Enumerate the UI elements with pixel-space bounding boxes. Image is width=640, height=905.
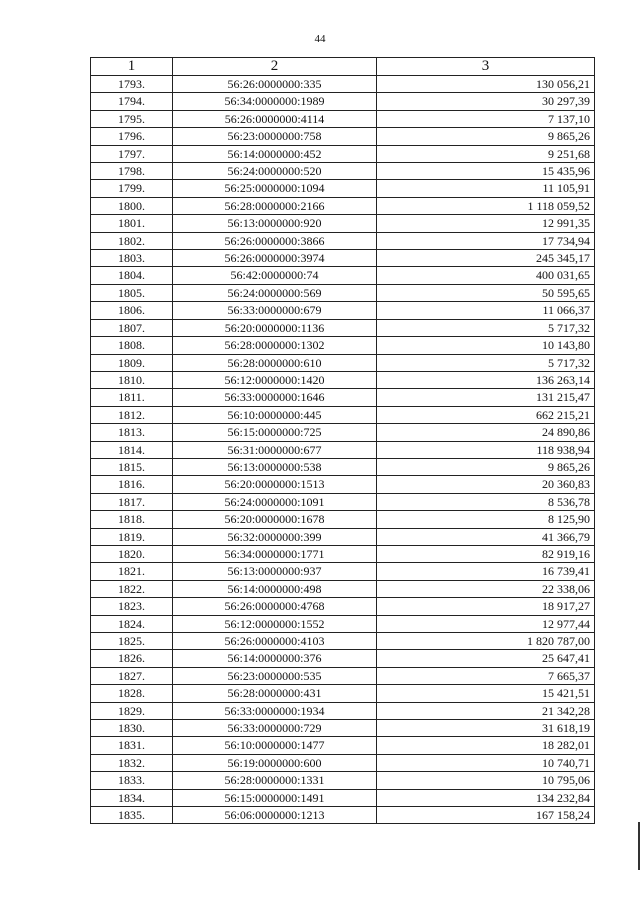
row-number-cell: 1802. (91, 232, 173, 249)
cadastral-number-cell: 56:20:0000000:1136 (173, 319, 377, 336)
row-number-cell: 1812. (91, 406, 173, 423)
row-number-cell: 1833. (91, 772, 173, 789)
value-cell: 21 342,28 (377, 702, 595, 719)
table-row (91, 511, 595, 528)
table-row (91, 563, 595, 580)
value-cell: 20 360,83 (377, 476, 595, 493)
cadastral-number-cell: 56:15:0000000:1491 (173, 789, 377, 806)
value-cell: 5 717,32 (377, 354, 595, 371)
page-number: 44 (314, 33, 326, 45)
row-number-cell: 1813. (91, 424, 173, 441)
value-cell: 7 665,37 (377, 667, 595, 684)
row-number-cell: 1814. (91, 441, 173, 458)
value-cell: 134 232,84 (377, 789, 595, 806)
table-row (91, 197, 595, 214)
value-cell: 12 991,35 (377, 215, 595, 232)
value-cell: 8 125,90 (377, 511, 595, 528)
row-number-cell: 1835. (91, 807, 173, 824)
table-row (91, 493, 595, 510)
value-cell: 18 282,01 (377, 737, 595, 754)
row-number-cell: 1808. (91, 337, 173, 354)
row-number-cell: 1820. (91, 545, 173, 562)
row-number-cell: 1834. (91, 789, 173, 806)
row-number-cell: 1824. (91, 615, 173, 632)
cadastral-number-cell: 56:26:0000000:4768 (173, 598, 377, 615)
value-cell: 9 865,26 (377, 458, 595, 475)
cadastral-number-cell: 56:24:0000000:1091 (173, 493, 377, 510)
cadastral-number-cell: 56:33:0000000:679 (173, 302, 377, 319)
table-row (91, 528, 595, 545)
column-header-2: 2 (173, 58, 377, 76)
row-number-cell: 1810. (91, 371, 173, 388)
value-cell: 11 066,37 (377, 302, 595, 319)
value-cell: 8 536,78 (377, 493, 595, 510)
table-row (91, 284, 595, 301)
cadastral-number-cell: 56:13:0000000:937 (173, 563, 377, 580)
table-row (91, 720, 595, 737)
row-number-cell: 1817. (91, 493, 173, 510)
cadastral-number-cell: 56:33:0000000:729 (173, 720, 377, 737)
value-cell: 7 137,10 (377, 110, 595, 127)
value-cell: 1 118 059,52 (377, 197, 595, 214)
table-row (91, 789, 595, 806)
cadastral-number-cell: 56:28:0000000:2166 (173, 197, 377, 214)
cadastral-number-cell: 56:23:0000000:758 (173, 128, 377, 145)
cadastral-number-cell: 56:12:0000000:1552 (173, 615, 377, 632)
value-cell: 130 056,21 (377, 76, 595, 93)
table-row (91, 163, 595, 180)
row-number-cell: 1826. (91, 650, 173, 667)
cadastral-number-cell: 56:20:0000000:1678 (173, 511, 377, 528)
value-cell: 245 345,17 (377, 250, 595, 267)
value-cell: 662 215,21 (377, 406, 595, 423)
row-number-cell: 1809. (91, 354, 173, 371)
table-row (91, 110, 595, 127)
cadastral-number-cell: 56:24:0000000:520 (173, 163, 377, 180)
row-number-cell: 1823. (91, 598, 173, 615)
value-cell: 131 215,47 (377, 389, 595, 406)
row-number-cell: 1825. (91, 633, 173, 650)
table-row (91, 545, 595, 562)
table-row (91, 267, 595, 284)
cadastral-number-cell: 56:06:0000000:1213 (173, 807, 377, 824)
cadastral-number-cell: 56:14:0000000:498 (173, 580, 377, 597)
register-table (90, 57, 595, 824)
value-cell: 400 031,65 (377, 267, 595, 284)
table-row (91, 702, 595, 719)
value-cell: 22 338,06 (377, 580, 595, 597)
row-number-cell: 1799. (91, 180, 173, 197)
table-row (91, 615, 595, 632)
value-cell: 5 717,32 (377, 319, 595, 336)
value-cell: 9 865,26 (377, 128, 595, 145)
value-cell: 15 435,96 (377, 163, 595, 180)
value-cell: 18 917,27 (377, 598, 595, 615)
table-row (91, 580, 595, 597)
value-cell: 25 647,41 (377, 650, 595, 667)
value-cell: 167 158,24 (377, 807, 595, 824)
cadastral-number-cell: 56:26:0000000:3974 (173, 250, 377, 267)
row-number-cell: 1818. (91, 511, 173, 528)
row-number-cell: 1831. (91, 737, 173, 754)
cadastral-number-cell: 56:14:0000000:452 (173, 145, 377, 162)
cadastral-number-cell: 56:34:0000000:1771 (173, 545, 377, 562)
value-cell: 9 251,68 (377, 145, 595, 162)
row-number-cell: 1795. (91, 110, 173, 127)
value-cell: 31 618,19 (377, 720, 595, 737)
value-cell: 30 297,39 (377, 93, 595, 110)
cadastral-number-cell: 56:15:0000000:725 (173, 424, 377, 441)
value-cell: 118 938,94 (377, 441, 595, 458)
cadastral-number-cell: 56:19:0000000:600 (173, 754, 377, 771)
table-row (91, 319, 595, 336)
row-number-cell: 1829. (91, 702, 173, 719)
table-row (91, 476, 595, 493)
table-row (91, 685, 595, 702)
row-number-cell: 1819. (91, 528, 173, 545)
value-cell: 41 366,79 (377, 528, 595, 545)
row-number-cell: 1816. (91, 476, 173, 493)
table-row (91, 302, 595, 319)
row-number-cell: 1806. (91, 302, 173, 319)
table-header-row (91, 58, 595, 76)
row-number-cell: 1815. (91, 458, 173, 475)
cadastral-number-cell: 56:14:0000000:376 (173, 650, 377, 667)
cadastral-number-cell: 56:26:0000000:4114 (173, 110, 377, 127)
cadastral-number-cell: 56:20:0000000:1513 (173, 476, 377, 493)
cadastral-number-cell: 56:24:0000000:569 (173, 284, 377, 301)
value-cell: 16 739,41 (377, 563, 595, 580)
table-row (91, 232, 595, 249)
cadastral-number-cell: 56:10:0000000:1477 (173, 737, 377, 754)
row-number-cell: 1800. (91, 197, 173, 214)
row-number-cell: 1822. (91, 580, 173, 597)
cadastral-number-cell: 56:10:0000000:445 (173, 406, 377, 423)
row-number-cell: 1805. (91, 284, 173, 301)
table-row (91, 215, 595, 232)
row-number-cell: 1807. (91, 319, 173, 336)
table-body (91, 76, 595, 824)
cadastral-number-cell: 56:26:0000000:3866 (173, 232, 377, 249)
table-row (91, 424, 595, 441)
table-row (91, 337, 595, 354)
row-number-cell: 1794. (91, 93, 173, 110)
table-row (91, 250, 595, 267)
cadastral-number-cell: 56:25:0000000:1094 (173, 180, 377, 197)
cadastral-number-cell: 56:32:0000000:399 (173, 528, 377, 545)
value-cell: 11 105,91 (377, 180, 595, 197)
table-row (91, 441, 595, 458)
value-cell: 24 890,86 (377, 424, 595, 441)
table-row (91, 667, 595, 684)
row-number-cell: 1798. (91, 163, 173, 180)
table-row (91, 633, 595, 650)
value-cell: 10 143,80 (377, 337, 595, 354)
value-cell: 12 977,44 (377, 615, 595, 632)
value-cell: 50 595,65 (377, 284, 595, 301)
value-cell: 10 795,06 (377, 772, 595, 789)
row-number-cell: 1811. (91, 389, 173, 406)
table-row (91, 93, 595, 110)
cadastral-number-cell: 56:28:0000000:1331 (173, 772, 377, 789)
cadastral-number-cell: 56:13:0000000:538 (173, 458, 377, 475)
table-row (91, 458, 595, 475)
cadastral-number-cell: 56:23:0000000:535 (173, 667, 377, 684)
table-row (91, 650, 595, 667)
cadastral-number-cell: 56:26:0000000:335 (173, 76, 377, 93)
row-number-cell: 1827. (91, 667, 173, 684)
table-row (91, 389, 595, 406)
value-cell: 17 734,94 (377, 232, 595, 249)
row-number-cell: 1821. (91, 563, 173, 580)
row-number-cell: 1793. (91, 76, 173, 93)
table-row (91, 354, 595, 371)
cadastral-number-cell: 56:42:0000000:74 (173, 267, 377, 284)
cadastral-number-cell: 56:31:0000000:677 (173, 441, 377, 458)
row-number-cell: 1828. (91, 685, 173, 702)
cadastral-number-cell: 56:28:0000000:610 (173, 354, 377, 371)
value-cell: 136 263,14 (377, 371, 595, 388)
table-row (91, 76, 595, 93)
cadastral-number-cell: 56:12:0000000:1420 (173, 371, 377, 388)
table-row (91, 406, 595, 423)
table-row (91, 371, 595, 388)
row-number-cell: 1797. (91, 145, 173, 162)
cadastral-number-cell: 56:34:0000000:1989 (173, 93, 377, 110)
cadastral-number-cell: 56:28:0000000:1302 (173, 337, 377, 354)
table-row (91, 754, 595, 771)
table-row (91, 128, 595, 145)
cadastral-number-cell: 56:13:0000000:920 (173, 215, 377, 232)
column-header-3: 3 (377, 58, 595, 76)
value-cell: 10 740,71 (377, 754, 595, 771)
value-cell: 1 820 787,00 (377, 633, 595, 650)
row-number-cell: 1804. (91, 267, 173, 284)
table-row (91, 180, 595, 197)
cadastral-number-cell: 56:33:0000000:1934 (173, 702, 377, 719)
value-cell: 15 421,51 (377, 685, 595, 702)
table-row (91, 807, 595, 824)
table-row (91, 145, 595, 162)
row-number-cell: 1832. (91, 754, 173, 771)
cadastral-number-cell: 56:33:0000000:1646 (173, 389, 377, 406)
value-cell: 82 919,16 (377, 545, 595, 562)
table-row (91, 772, 595, 789)
table-row (91, 737, 595, 754)
cadastral-number-cell: 56:26:0000000:4103 (173, 633, 377, 650)
row-number-cell: 1830. (91, 720, 173, 737)
row-number-cell: 1803. (91, 250, 173, 267)
row-number-cell: 1801. (91, 215, 173, 232)
table-row (91, 598, 595, 615)
row-number-cell: 1796. (91, 128, 173, 145)
cadastral-number-cell: 56:28:0000000:431 (173, 685, 377, 702)
column-header-1: 1 (91, 58, 173, 76)
